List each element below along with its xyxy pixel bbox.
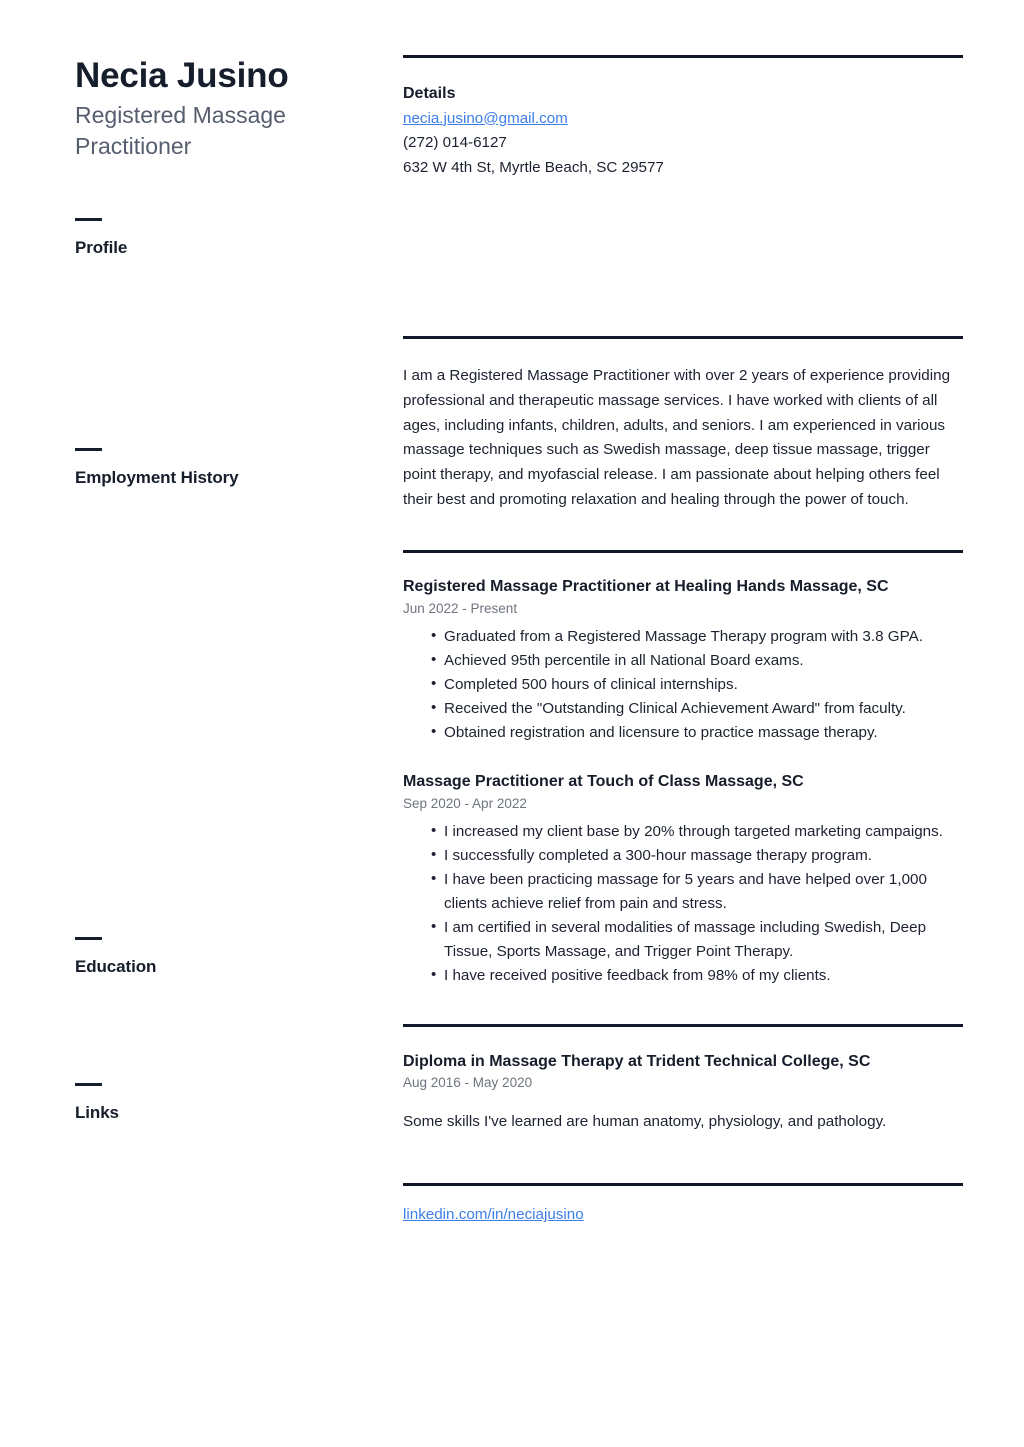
job-bullet: • I successfully completed a 300-hour massage therapy program.: [433, 844, 963, 868]
section-divider-links: [403, 1183, 963, 1186]
education-description: Some skills I've learned are human anatomy, physiology, and pathology.: [403, 1112, 887, 1130]
resume-content: [403, 55, 963, 1228]
details-heading: Details: [403, 85, 456, 102]
profile-text: I am a Registered Massage Practitioner with over 2 years of experience providing professional and therapeutic massage services. I have worked with clients of all ages, including infants, children, adults, and seniors. I am experienced in various massage techniques such as Swedish massage, deep tissue massage, trigger point therapy, and myofascial release. I am passionate about helping others feel their best and promoting relaxation and healing through the power of touch.: [403, 367, 951, 508]
sidebar-label-employment-history: Employment History: [75, 468, 239, 488]
job-bullet: • I have been practicing massage for 5 years and have helped over 1,000 clients achieve relief from pain and stress.: [433, 868, 963, 916]
job-bullet: • I increased my client base by 20% through targeted marketing campaigns.: [433, 820, 963, 844]
details-block: [403, 83, 963, 180]
resume-sidebar: [75, 55, 403, 1228]
employment-entry: [403, 772, 963, 988]
details-address: 632 W 4th St, Myrtle Beach, SC 29577: [403, 158, 664, 176]
resume-layout: [75, 55, 963, 1228]
sidebar-label-profile: Profile: [75, 238, 128, 258]
section-marker-rule-icon: [75, 1083, 102, 1086]
sidebar-section-education: [75, 937, 383, 977]
sidebar-section-employment: [75, 448, 383, 488]
links-block: [403, 1203, 963, 1228]
section-divider-profile: [403, 336, 963, 339]
sidebar-section-profile: [75, 218, 383, 258]
job-title: Registered Massage Practitioner at Healing Hands Massage, SC: [403, 578, 889, 596]
employment-entry: [403, 577, 963, 745]
job-bullet: • Completed 500 hours of clinical internships.: [433, 673, 963, 697]
sidebar-section-links: [75, 1083, 383, 1123]
details-email-row: [403, 107, 963, 132]
section-marker-rule-icon: [75, 218, 102, 221]
section-marker-rule-icon: [75, 937, 102, 940]
job-date-range: Sep 2020 - Apr 2022: [403, 796, 527, 812]
job-date-range: Jun 2022 - Present: [403, 601, 518, 617]
job-bullet: • Graduated from a Registered Massage Therapy program with 3.8 GPA.: [433, 625, 963, 649]
job-bullet: • Achieved 95th percentile in all National Board exams.: [433, 649, 963, 673]
job-bullet-list: [403, 820, 963, 988]
candidate-job-title: Registered Massage Practitioner: [75, 102, 286, 159]
job-title: Massage Practitioner at Touch of Class Massage, SC: [403, 773, 804, 791]
section-divider-details: [403, 55, 963, 58]
job-bullet-list: [403, 625, 963, 745]
details-phone: (272) 014-6127: [403, 134, 507, 152]
email-link[interactable]: necia.jusino@gmail.com: [403, 109, 568, 127]
sidebar-label-education: Education: [75, 956, 157, 976]
sidebar-label-links: Links: [75, 1103, 119, 1123]
job-bullet: • Received the "Outstanding Clinical Achievement Award" from faculty.: [433, 697, 963, 721]
education-date-range: Aug 2016 - May 2020: [403, 1075, 533, 1091]
section-divider-employment: [403, 550, 963, 553]
education-entry: [403, 1052, 963, 1135]
section-marker-rule-icon: [75, 448, 102, 451]
candidate-name: Necia Jusino: [75, 56, 289, 95]
section-divider-education: [403, 1024, 963, 1027]
linkedin-link[interactable]: linkedin.com/in/neciajusino: [403, 1206, 584, 1224]
job-bullet: • I am certified in several modalities of massage including Swedish, Deep Tissue, Sports Massage, and Trigger Point Therapy.: [433, 916, 963, 964]
job-bullet: • I have received positive feedback from 98% of my clients.: [433, 964, 963, 988]
education-title: Diploma in Massage Therapy at Trident Technical College, SC: [403, 1052, 871, 1070]
job-bullet: • Obtained registration and licensure to practice massage therapy.: [433, 721, 963, 745]
